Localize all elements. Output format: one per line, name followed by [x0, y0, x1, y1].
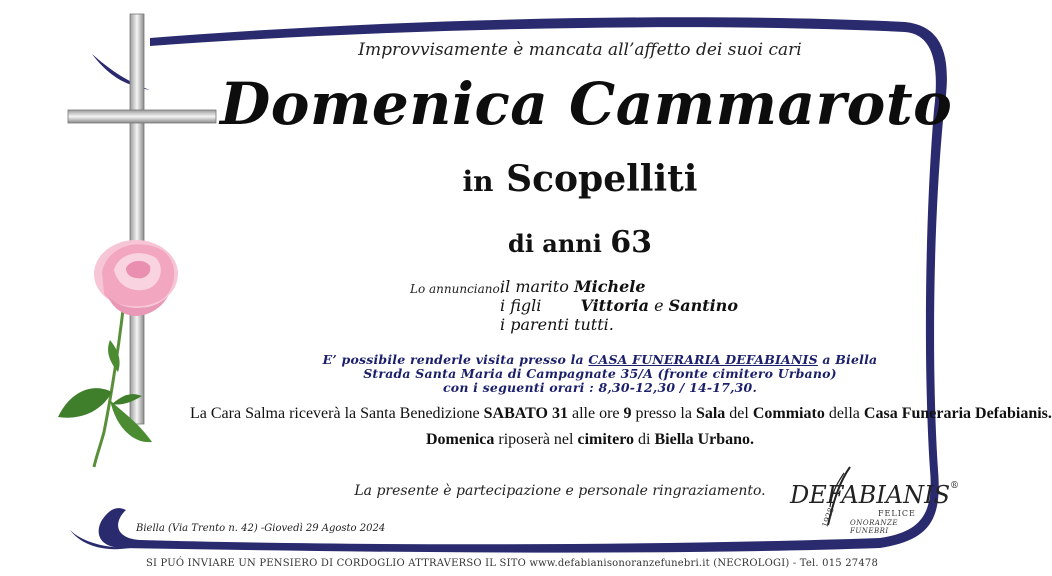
visit-text: E’ possibile renderle visita presso la [322, 352, 584, 367]
logo-mark: ® [950, 481, 960, 491]
announcer-name: Vittoria [580, 296, 649, 315]
visit-hours: con i seguenti orari : 8,30-12,30 / 14-17,30. [442, 380, 758, 395]
logo-sub2: ONORANZE FUNEBRI [850, 519, 899, 535]
logo-year: 1928 [820, 506, 836, 529]
footer-text: SI PUÓ INVIARE UN PENSIERO DI CORDOGLIO ATTRAVERSO IL SITO www.defabianisonoranzefunebri.it (NECROLOGI) - Tel. 015 27478 [145, 558, 879, 569]
visit-text: a Biella [822, 352, 878, 367]
ceremony-bold: Commiato [752, 405, 825, 422]
married-prefix: in [462, 165, 494, 198]
burial-bold: Biella Urbano. [654, 431, 755, 448]
thanks-text: La presente è partecipazione e personale ringraziamento. [354, 483, 766, 499]
ceremony-line [190, 405, 1052, 423]
announcer-conj: e [654, 296, 664, 315]
announcer-name: Santino [668, 296, 738, 315]
ceremony-text: della [828, 405, 860, 422]
visit-address: Strada Santa Maria di Campagnate 35/A (fronte cimitero Urbano) [363, 366, 837, 381]
deceased-name: Domenica Cammaroto [220, 70, 953, 138]
burial-bold: Domenica [425, 431, 495, 448]
announcer-text: il marito [500, 277, 569, 296]
announcer-text: i parenti tutti. [500, 315, 614, 334]
ceremony-text: La Cara Salma riceverà la Santa Benedizione [190, 405, 480, 422]
logo-name [790, 481, 959, 509]
visit-line [220, 352, 980, 367]
ceremony-text: del [729, 405, 749, 422]
burial-bold: cimitero [577, 431, 635, 448]
announcer-text: i figli [500, 296, 542, 315]
ceremony-day: SABATO 31 [483, 405, 568, 422]
announcers-label: Lo annunciano: [410, 282, 504, 296]
logo-text: DEFABIANIS [790, 481, 951, 509]
age-line [300, 225, 860, 260]
ceremony-time: 9 [623, 405, 632, 422]
place-date: Biella (Via Trento n. 42) -Giovedì 29 Agosto 2024 [136, 523, 386, 534]
announcer-line [500, 277, 646, 296]
age-value: 63 [610, 225, 652, 260]
ceremony-bold: Casa Funeraria Defabianis. [863, 405, 1052, 422]
ceremony-text: presso la [635, 405, 692, 422]
defabianis-logo [790, 463, 960, 535]
announcer-line [500, 315, 614, 334]
married-surname: Scopelliti [506, 158, 698, 200]
age-prefix: di anni [508, 229, 602, 258]
announcer-line [500, 296, 738, 315]
burial-line [190, 431, 990, 449]
ceremony-text: alle ore [571, 405, 620, 422]
announcer-name: Michele [573, 277, 646, 296]
intro-text: Improvvisamente è mancata all’affetto dei suoi cari [358, 40, 802, 60]
funeral-home-link[interactable]: CASA FUNERARIA DEFABIANIS [588, 352, 818, 367]
burial-text: di [638, 431, 651, 448]
ceremony-bold: Sala [695, 405, 726, 422]
married-name [300, 158, 860, 200]
rose-icon [52, 232, 192, 472]
logo-sub1: FELICE [878, 509, 916, 518]
burial-text: riposerà nel [498, 431, 574, 448]
